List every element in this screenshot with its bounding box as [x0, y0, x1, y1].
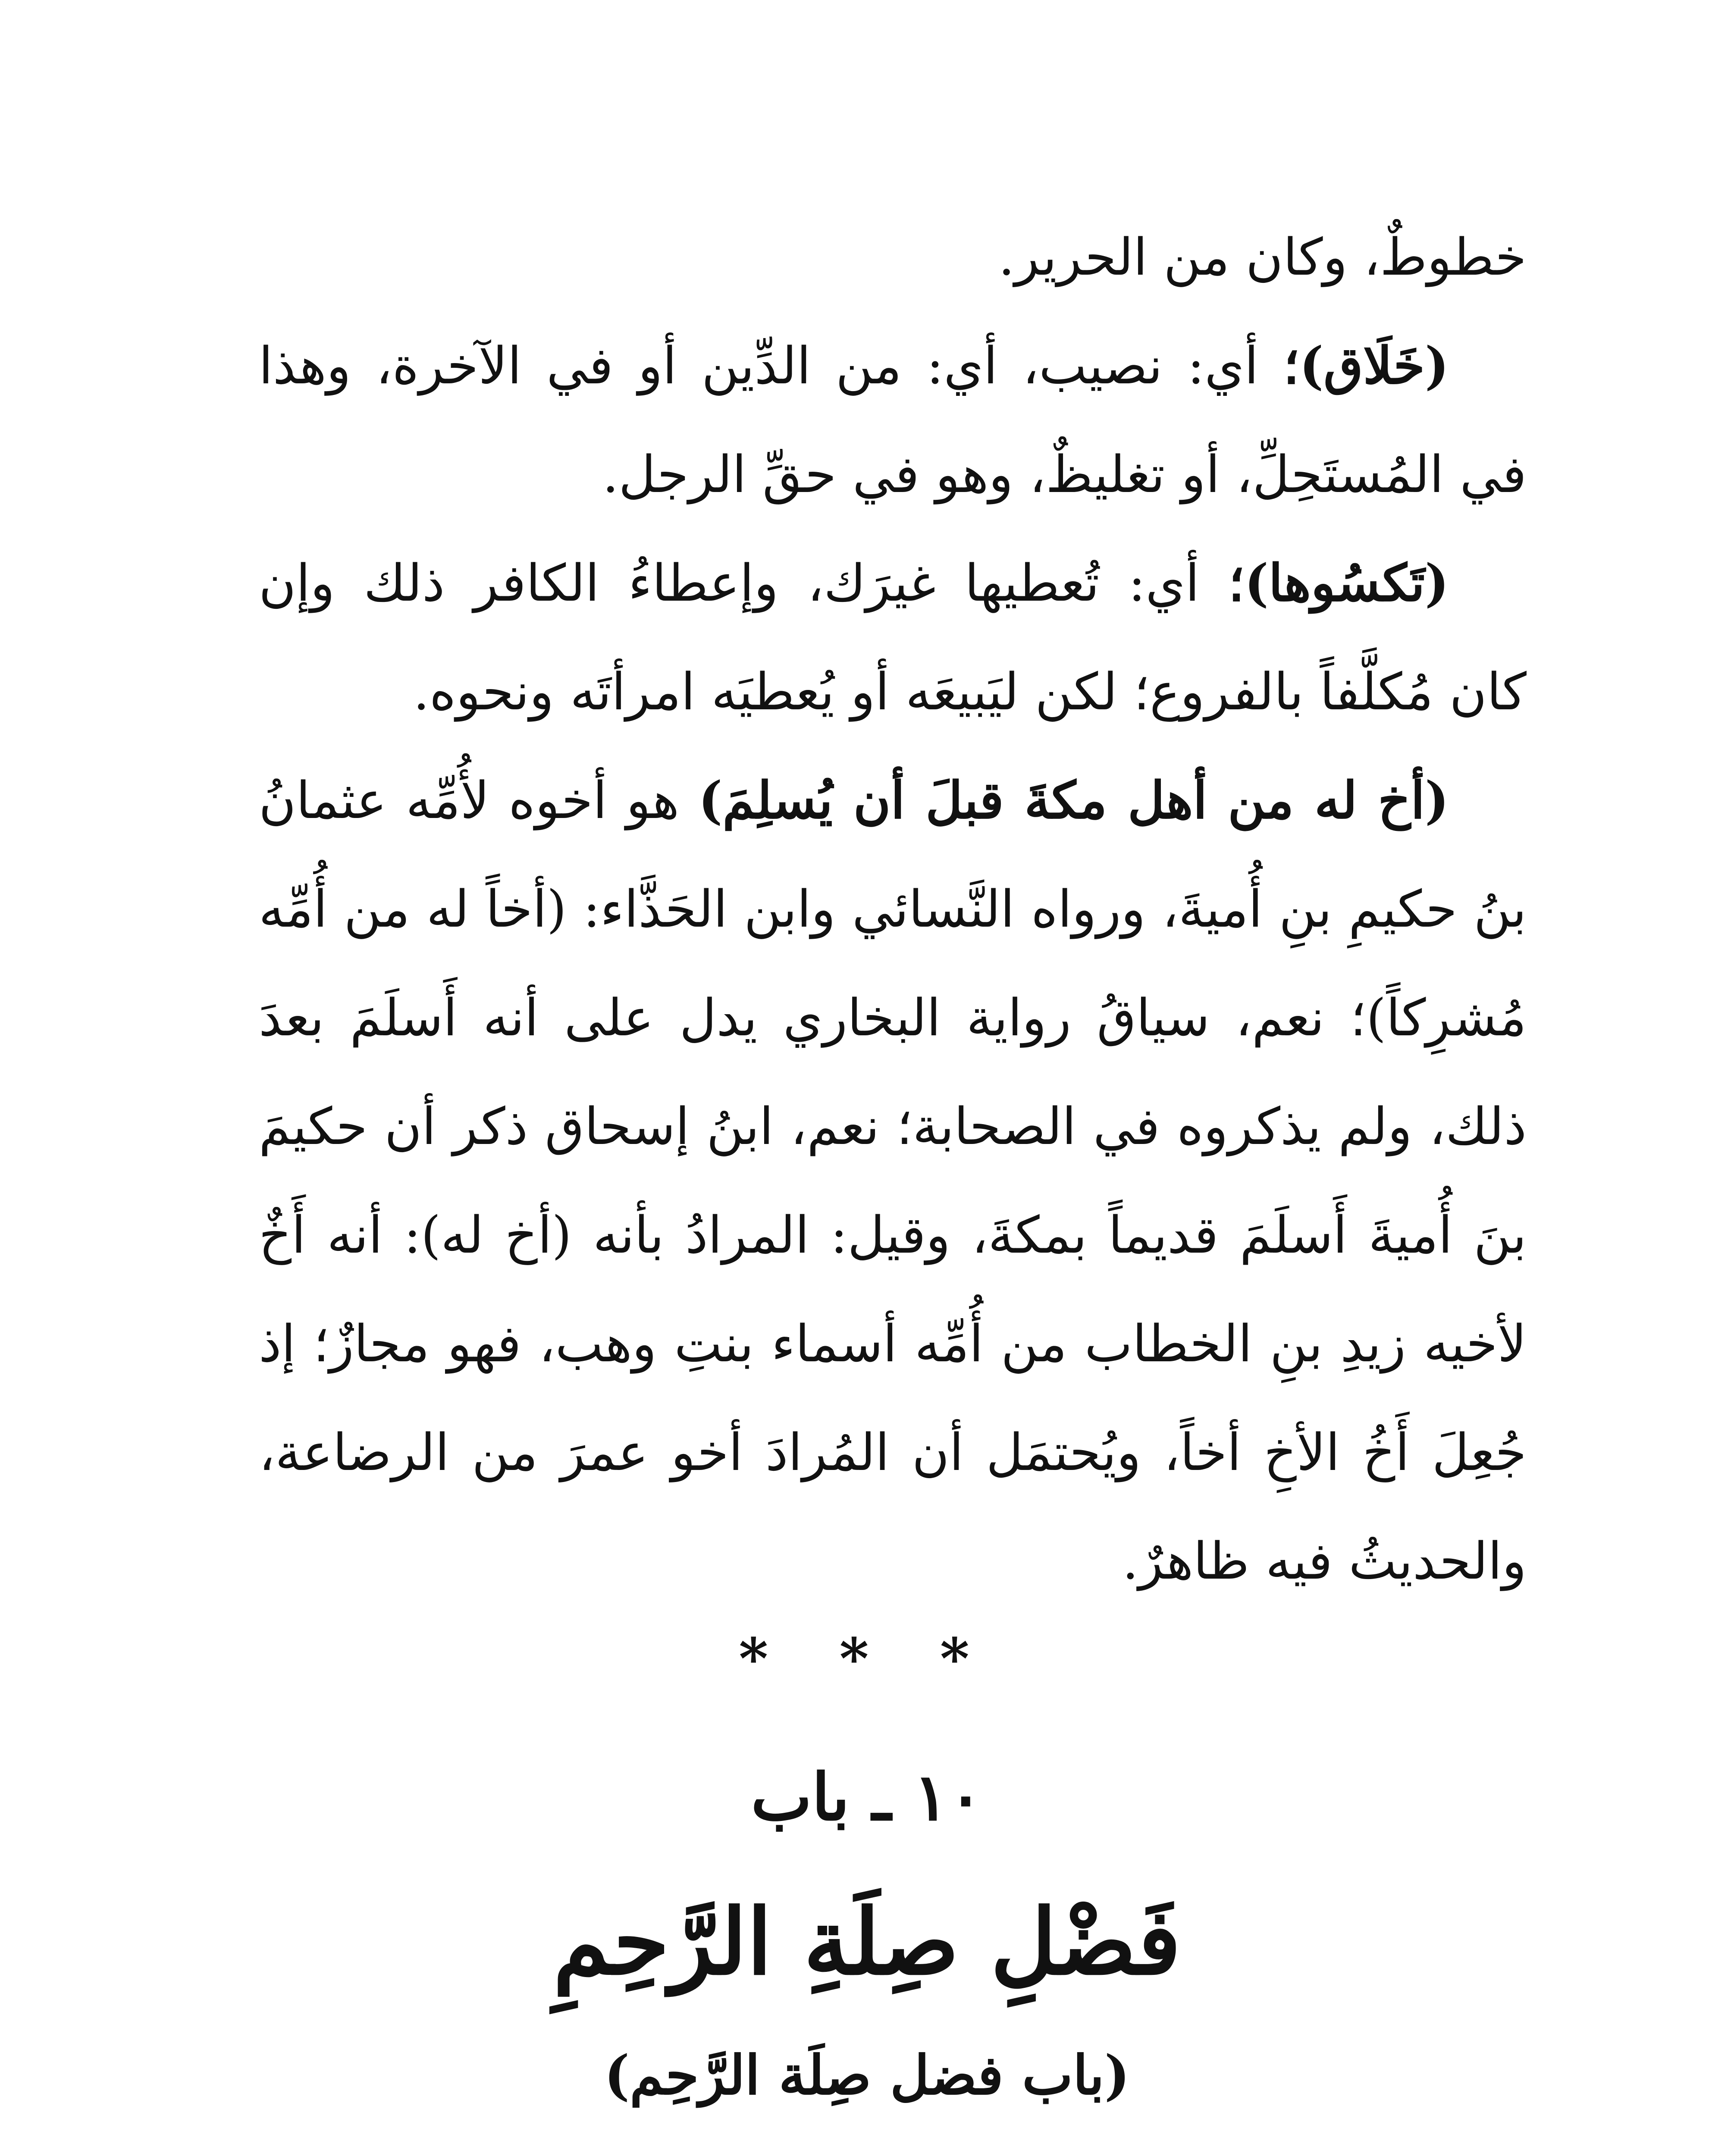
- section-separator: * * *: [739, 1626, 995, 1692]
- paragraph-3-lead: (تَكسُوها)؛: [1228, 553, 1449, 613]
- chapter-subheading: (باب فضل صِلَة الرَّحِم): [604, 2044, 1130, 2107]
- paragraph-3-text: أي: تُعطيها غيرَك، وإعطاءُ الكافر ذلك وإن كان مُكلَّفاً بالفروع؛ لكن ليَبيعَه أو يُعطيَه امرأتَه ونحوه.: [259, 553, 1527, 721]
- paragraph-4: [259, 746, 1527, 1615]
- paragraph-4-text: هو أخوه لأُمِّه عثمانُ بنُ حكيمِ بنِ أُميةَ، ورواه النَّسائي وابن الحَذَّاء: (أخاً له من أُمِّه مُشرِكاً)؛ نعم، سياقُ رواية البخاري يدل على أنه أَسلَمَ بعدَ ذلك، ولم يذكروه في الصحابة؛ نعم، ابنُ إسحاق ذكر أن حكيمَ بنَ أُميةَ أَسلَمَ قديماً بمكةَ، وقيل: المرادُ بأنه (أخ له): أنه أَخٌ لأخيه زيدِ بنِ الخطاب من أُمِّه أسماء بنتِ وهب، فهو مجازٌ؛ إذ جُعِلَ أَخُ الأخِ أخاً، ويُحتمَل أن المُرادَ أخو عمرَ من الرضاعة، والحديثُ فيه ظاهرٌ.: [259, 771, 1527, 1591]
- paragraph-1-text: خطوطٌ، وكان من الحرير.: [998, 227, 1527, 287]
- paragraph-1: [259, 203, 1527, 311]
- paragraph-2-lead: (خَلَاق)؛: [1283, 335, 1449, 395]
- chapter-title: فَضْلِ صِلَةِ الرَّحِمِ: [553, 1889, 1181, 1995]
- commentary-text: [259, 203, 1527, 1615]
- chapter-number: ١٠ ـ باب: [751, 1759, 983, 1835]
- paragraph-4-lead: (أخ له من أهل مكةَ قبلَ أن يُسلِمَ): [698, 770, 1449, 830]
- paragraph-2: [259, 311, 1527, 529]
- paragraph-2-text: أي: نصيب، أي: من الدِّين أو في الآخرة، وهذا في المُستَحِلِّ، أو تغليظٌ، وهو في حقِّ الرجل.: [259, 336, 1527, 504]
- paragraph-3: [259, 529, 1527, 746]
